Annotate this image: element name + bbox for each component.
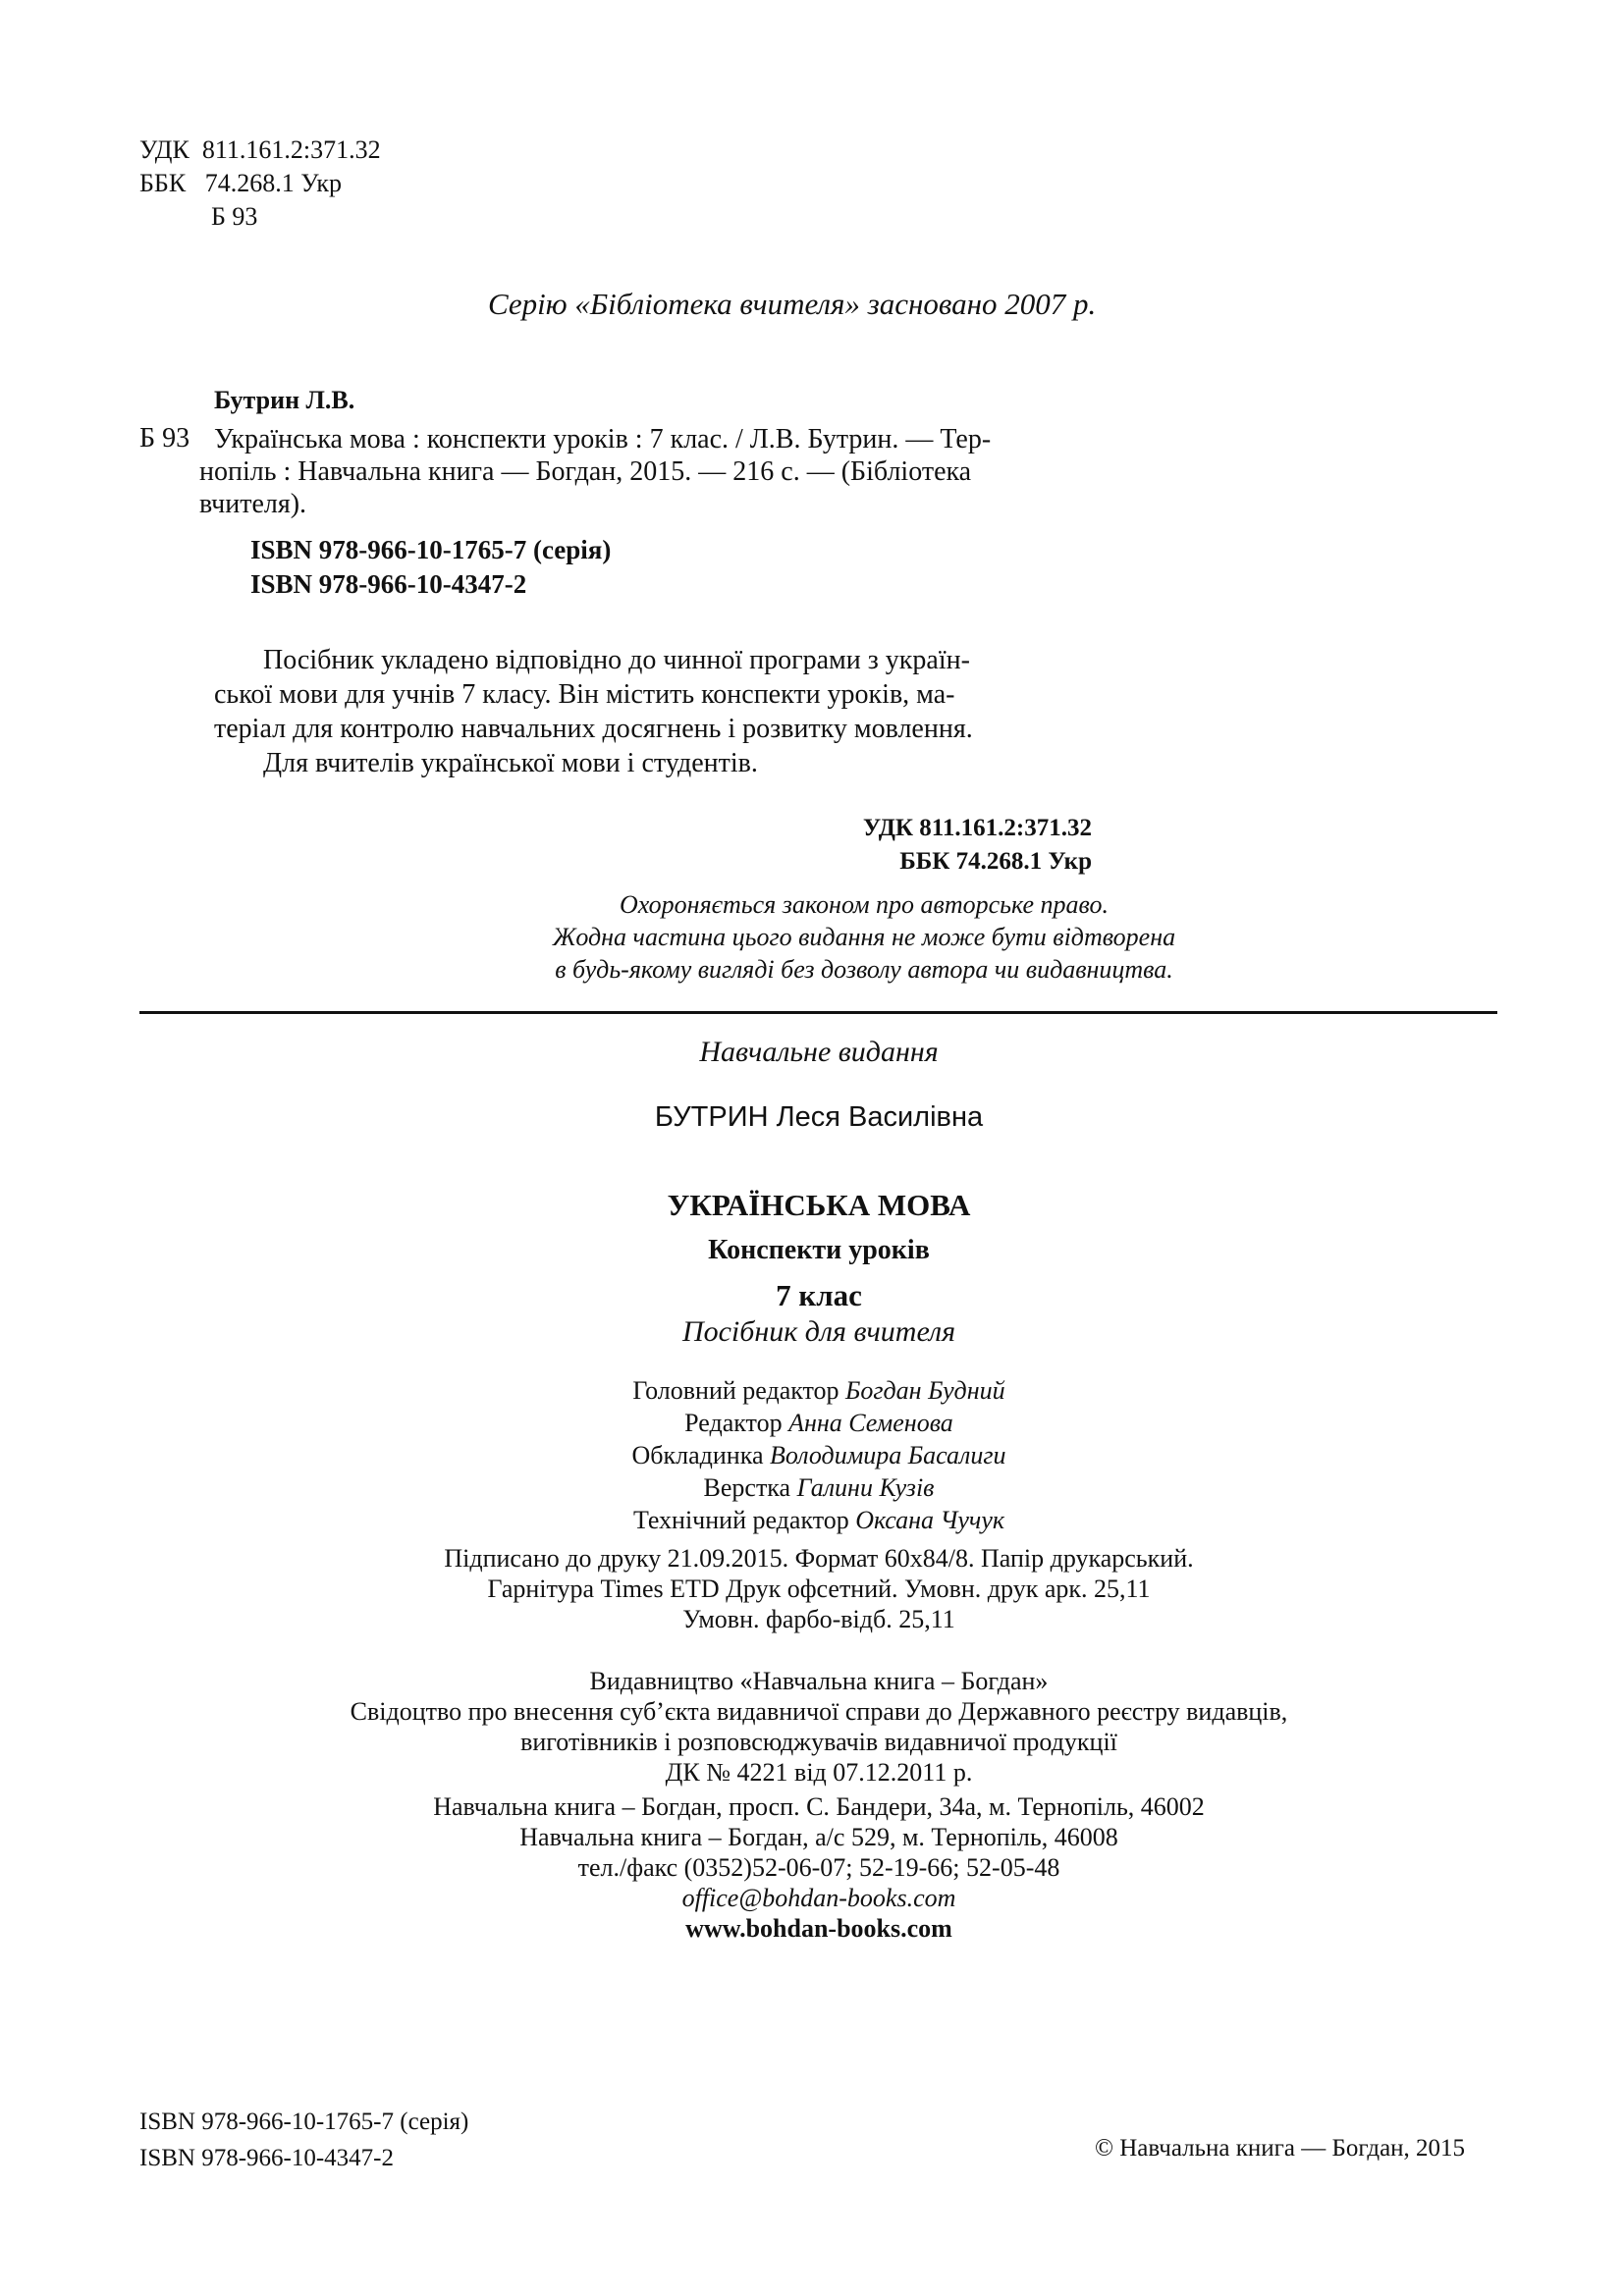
divider [139,1011,1497,1014]
email-link[interactable]: office@bohdan-books.com [681,1884,956,1912]
footer-isbn-book: ISBN 978-966-10-4347-2 [139,2145,395,2171]
print-info-line: Підписано до друку 21.09.2015. Формат 60х84/8. Папір друкарський. [444,1544,1194,1573]
bbk-label: ББК [139,169,187,197]
credit-role: Верстка [703,1473,791,1502]
annotation-line: Посібник укладено відповідно до чинної програми з україн- [263,645,970,675]
udk-line [139,135,381,165]
catalog-isbn-book: ISBN 978-966-10-4347-2 [250,569,527,599]
publisher-line: виготівників і розповсюджувачів видавничої продукції [520,1728,1117,1756]
credit-role: Обкладинка [631,1441,764,1469]
annotation-line: ської мови для учнів 7 класу. Він містить конспекти уроків, ма- [214,679,955,710]
address-line: тел./факс (0352)52-06-07; 52-19-66; 52-05-48 [577,1853,1060,1882]
catalog-bbk-bottom: ББК 74.268.1 Укр [899,848,1092,875]
catalog-mark: Б 93 [139,423,190,454]
address-line: Навчальна книга – Богдан, просп. С. Бандери, 34а, м. Тернопіль, 46002 [433,1792,1205,1821]
credit-name: Оксана Чучук [855,1506,1005,1534]
catalog-isbn-series: ISBN 978-966-10-1765-7 (серія) [250,535,612,564]
credit-line [426,1504,1212,1536]
book-subtitle: Конспекти уроків [708,1235,930,1265]
catalog-description-line: вчителя). [199,489,307,519]
credits [426,1374,1212,1536]
credit-name: Галини Кузів [796,1473,935,1502]
credit-role: Головний редактор [632,1376,839,1405]
udk-value: 811.161.2:371.32 [201,135,381,164]
print-info-line: Умовн. фарбо-відб. 25,11 [682,1605,955,1633]
address-info [279,1791,1359,1944]
credit-line [426,1471,1212,1504]
print-info [328,1543,1310,1634]
book-audience: Посібник для вчителя [681,1315,956,1348]
address-line: Навчальна книга – Богдан, а/с 529, м. Тернопіль, 46008 [519,1823,1118,1851]
book-grade: 7 клас [776,1278,862,1312]
print-info-line: Гарнітура Times ETD Друк офсетний. Умовн. друк арк. 25,11 [487,1575,1151,1603]
catalog-description [199,423,1098,520]
annotation-line: Для вчителів української мови і студентів. [263,748,758,778]
publisher-line: ДК № 4221 від 07.12.2011 р. [665,1758,973,1787]
credit-name: Володимира Басалиги [770,1441,1006,1469]
publisher-line: Видавництво «Навчальна книга – Богдан» [589,1667,1049,1695]
edition-type: Навчальне видання [699,1036,939,1068]
bbk-value: 74.268.1 Укр [204,169,342,197]
footer-isbn-series: ISBN 978-966-10-1765-7 (серія) [139,2109,469,2135]
credit-line [426,1407,1212,1439]
credit-role: Редактор [684,1409,783,1437]
copyright-notice-line: в будь-якому вигляді без дозволу автора чи видавництва. [555,955,1173,984]
udk-label: УДК [139,135,189,164]
copyright-notice [373,888,1355,986]
website-link[interactable]: www.bohdan-books.com [685,1914,952,1943]
credit-name: Анна Семенова [788,1409,953,1437]
credit-name: Богдан Будний [845,1376,1005,1405]
catalog-author-heading: Бутрин Л.В. [214,386,355,414]
author-mark: Б 93 [211,202,258,231]
footer-copyright: © Навчальна книга — Богдан, 2015 [1095,2135,1466,2162]
annotation-line: теріал для контролю навчальних досягнень і розвитку мовлення. [214,714,973,744]
author-full: БУТРИН Леся Василівна [654,1101,984,1133]
credit-role: Технічний редактор [632,1506,849,1534]
bbk-line [139,169,342,198]
copyright-notice-line: Жодна частина цього видання не може бути відтворена [552,923,1176,951]
series-note: Серію «Бібліотека вчителя» засновано 2007 р. [488,287,1097,321]
catalog-description-line: Українська мова : конспекти уроків : 7 клас. / Л.В. Бутрин. — Тер- [214,424,992,454]
catalog-description-line: нопіль : Навчальна книга — Богдан, 2015. — 216 с. — (Бібліотека [199,456,972,487]
catalog-udk-bottom: УДК 811.161.2:371.32 [862,815,1092,841]
publisher-line: Свідоцтво про внесення суб’єкта видавничої справи до Державного реєстру видавців, [350,1697,1288,1726]
credit-line [426,1439,1212,1471]
book-title: УКРАЇНСЬКА МОВА [667,1188,971,1222]
copyright-notice-line: Охороняється законом про авторське право. [620,890,1109,919]
publisher-info [279,1666,1359,1788]
annotation [214,643,1117,780]
credit-line [426,1374,1212,1407]
